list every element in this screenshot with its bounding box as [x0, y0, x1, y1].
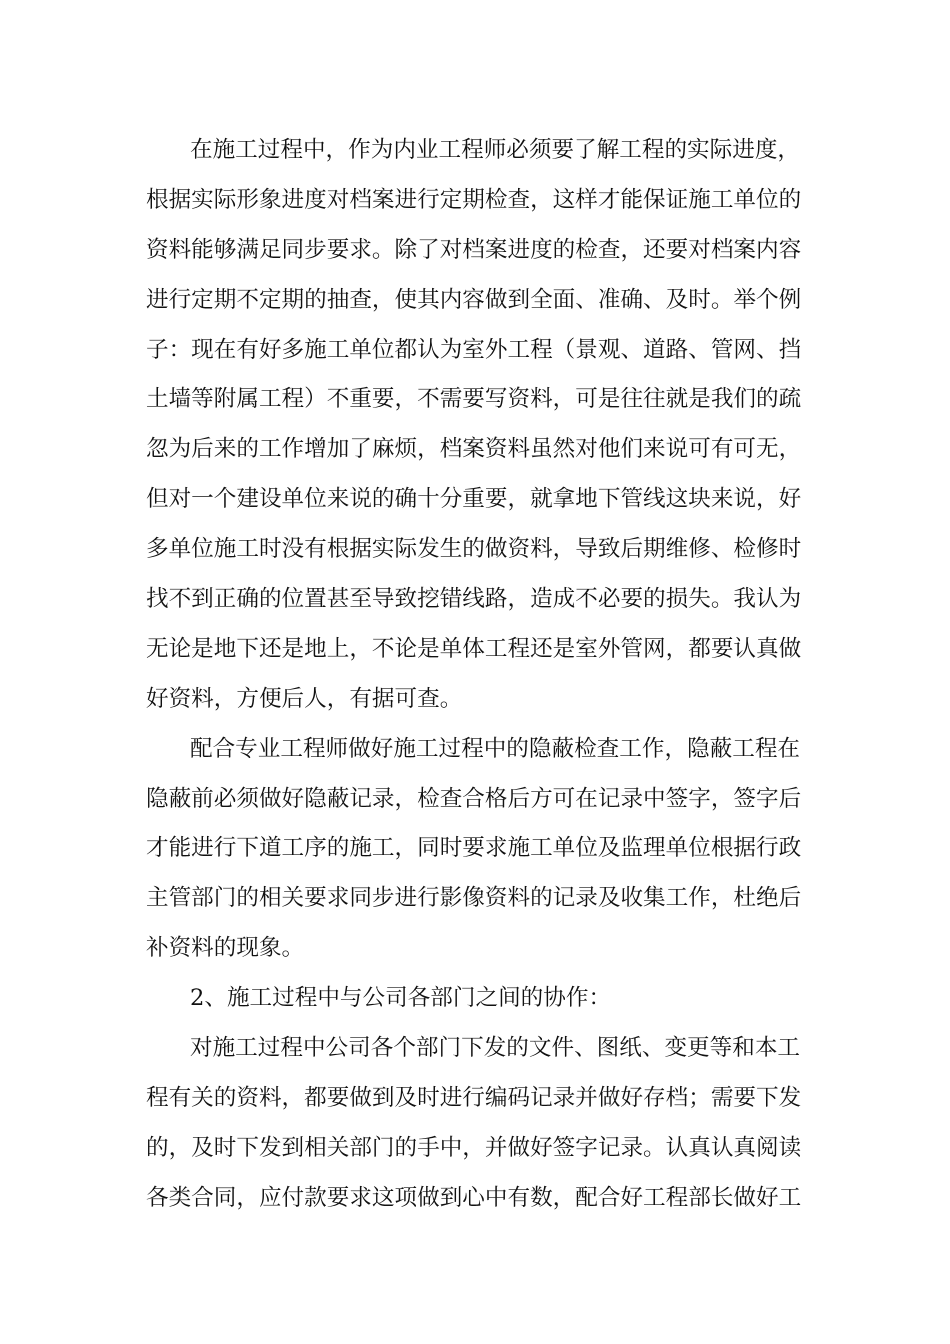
text-line: 好资料，方便后人，有据可查。: [146, 685, 463, 712]
text-line: 土墙等附属工程）不重要，不需要写资料，可是往往就是我们的疏: [146, 386, 802, 413]
text-line: 进行定期不定期的抽查，使其内容做到全面、准确、及时。举个例: [146, 286, 802, 313]
text-line: 多单位施工时没有根据实际发生的做资料，导致后期维修、检修时: [146, 536, 802, 563]
text-line: 忽为后来的工作增加了麻烦，档案资料虽然对他们来说可有可无，: [146, 436, 802, 463]
text-line: 隐蔽前必须做好隐蔽记录，检查合格后方可在记录中签字，签字后: [146, 785, 802, 812]
text-line: 找不到正确的位置甚至导致挖错线路，造成不必要的损失。我认为: [146, 586, 802, 613]
text-line: 对施工过程中公司各个部门下发的文件、图纸、变更等和本工: [190, 1035, 801, 1062]
text-line: 资料能够满足同步要求。除了对档案进度的检查，还要对档案内容: [146, 236, 802, 263]
text-line: 根据实际形象进度对档案进行定期检查，这样才能保证施工单位的: [146, 186, 802, 213]
text-line: 各类合同，应付款要求这项做到心中有数，配合好工程部长做好工: [146, 1184, 802, 1211]
text-line: 补资料的现象。: [146, 935, 305, 962]
document-body: [146, 126, 806, 1224]
text-line: 配合专业工程师做好施工过程中的隐蔽检查工作，隐蔽工程在: [190, 735, 801, 762]
text-line: 程有关的资料，都要做到及时进行编码记录并做好存档；需要下发: [146, 1084, 802, 1111]
text-line: 在施工过程中，作为内业工程师必须要了解工程的实际进度，: [190, 137, 801, 163]
section-heading: 2、施工过程中与公司各部门之间的协作：: [190, 985, 612, 1012]
text-line: 子：现在有好多施工单位都认为室外工程（景观、道路、管网、挡: [146, 336, 802, 363]
text-line: 但对一个建设单位来说的确十分重要，就拿地下管线这块来说，好: [146, 486, 802, 513]
text-line: 的，及时下发到相关部门的手中，并做好签字记录。认真认真阅读: [146, 1134, 802, 1161]
text-line: 主管部门的相关要求同步进行影像资料的记录及收集工作，杜绝后: [146, 885, 802, 912]
text-line: 无论是地下还是地上，不论是单体工程还是室外管网，都要认真做: [146, 635, 802, 662]
text-line: 才能进行下道工序的施工，同时要求施工单位及监理单位根据行政: [146, 835, 802, 862]
